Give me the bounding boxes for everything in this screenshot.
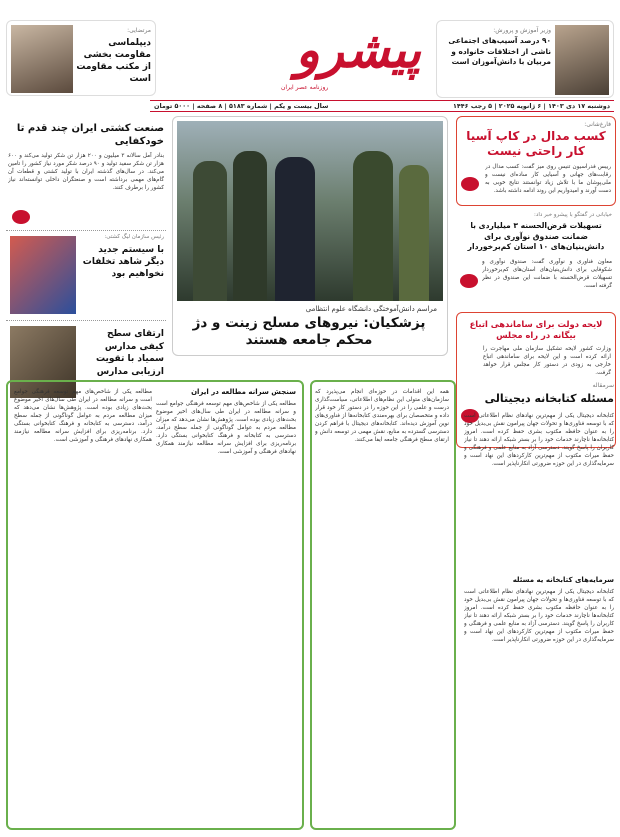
logo-text: پیشرو xyxy=(295,20,421,79)
left-story2-title: با سیستم جدید دیگر شاهد تخلفات نخواهیم بود xyxy=(82,245,164,279)
top-left-box xyxy=(6,20,156,96)
figure xyxy=(399,165,429,301)
bottom-left-kicker: سنجش سرانه مطالعه در ایران xyxy=(191,388,296,396)
bottom-right-body-cont: کتابخانه دیجیتال یکی از مهم‌ترین نهادهای نظام اطلاعاتی است که با توسعه فناوری‌ها و تحولات جهان پیرامون نقش بی‌بدیل خود را به عنوان حافظه مکتوب بشری حفظ کرده است. امروز کتابخانه‌ها ناچارند خدمات خود را بر بستر شبکه ارائه دهند تا نیاز کاربران را پاسخ گویند. دسترسی آزاد به منابع علمی و فرهنگی و حفظ میراث مکتوب از مهم‌ترین کارکردهای این نهاد است و سرمایه‌گذاری در این حوزه ضرورتی انکارناپذیر است. xyxy=(464,589,614,643)
bottom-right-title: مسئله کتابخانه دیجیتالی xyxy=(484,392,614,405)
bottom-right-kicker: سرمقاله xyxy=(592,382,614,389)
right-story3-title: لایحه دولت برای ساماندهی اتباع بیگانه در راه مجلس xyxy=(469,319,603,340)
right-story2-title: تسهیلات قرض‌الحسنه ۳ میلیاردی با ضمانت صندوق نوآوری برای دانش‌بنیان‌های ۱۰ استان کم‌برخوردار xyxy=(467,221,605,251)
left-story2-kicker: رئیس سازمان لیگ کشتی: xyxy=(104,234,164,240)
bottom-right-col xyxy=(462,380,616,830)
red-logo-badge xyxy=(461,177,479,191)
bottom-section xyxy=(6,380,616,832)
divider xyxy=(6,230,166,231)
left-story3-title: ارتقای سطح کیفی مدارس سمیاد با تقویت ارزیابی مدارس xyxy=(96,329,164,377)
left-story1-title: صنعت کشتی ایران چند قدم تا خودکفایی xyxy=(16,123,164,147)
bottom-left-col xyxy=(6,380,304,830)
bottom-middle-col xyxy=(310,380,456,830)
bottom-middle-body: همه این اقدامات در حوزه‌ای انجام می‌پذیرد که سازمان‌های متولی این نظام‌های اطلاعاتی، سیاست‌گذاری درست و علمی را در این حوزه را در دستور کار خود قرار داده و متخصصان برای بهره‌مندی کتابخانه‌ها از فناوری‌های نوین آموزش دیده‌اند. کتابخانه‌های دیجیتال با فراهم کردن دسترسی گسترده به منابع، نقش مهمی در توسعه دانش و ارتقای سطح فرهنگی جامعه ایفا می‌کنند. xyxy=(315,389,449,443)
red-logo-badge xyxy=(12,210,30,224)
left-story1-body: بنادر آمل سالانه ۳ میلیون و ۲۰۰ هزار تن شکر تولید می‌کند و ۶۰۰ هزار تن شکر سفید تولید و ۹۰ درصد شکر مورد نیاز کشور را تامین می‌کند. در سال‌های گذشته ایران با تولید کشتی و قطعات آن گام‌های مهمی برداشته است و صنعتگران داخلی توانسته‌اند نیاز کشور را برطرف کنند. xyxy=(8,153,164,191)
right-story1-kicker: فارغ‌شانی: xyxy=(584,121,611,128)
issue-date: دوشنبه ۱۷ دی ۱۴۰۳ | ۶ ژانویه ۲۰۲۵ | ۵ رجب ۱۴۴۶ xyxy=(452,102,610,110)
logo xyxy=(255,14,425,94)
right-story1-title: کسب مدال در کاپ آسیا کار راحتی نیست xyxy=(466,129,606,158)
info-bar xyxy=(150,100,614,112)
top-left-kicker: مرتضایی: xyxy=(127,27,151,34)
right-story1-body: رییس فدراسیون تنیس روی میز گفت: کسب مدال در رقابت‌های جهانی و آسیایی کار ساده‌ای نیست و ملی‌پوشان ما با تلاش زیاد توانستند نتایج خوبی به دست آورند و امیدواریم این روند ادامه داشته باشد. xyxy=(485,164,611,194)
right-story2-kicker: خیابانی در گفتگو با پیشرو خبر داد: xyxy=(534,212,612,218)
figure xyxy=(353,151,393,301)
divider xyxy=(6,320,166,321)
ceremony-photo xyxy=(177,121,443,301)
top-right-kicker: وزیر آموزش و پرورش: xyxy=(493,27,551,34)
center-story xyxy=(172,116,448,356)
top-right-box xyxy=(436,20,614,98)
right-story2 xyxy=(456,210,616,310)
top-left-title: دیپلماسی مقاومت بخشی از مکتب مقاومت است xyxy=(76,38,151,84)
masthead xyxy=(0,0,620,118)
figure xyxy=(233,151,267,301)
right-story2-body: معاون فناوری و نوآوری گفت: صندوق نوآوری و شکوفایی برای دانش‌بنیان‌های استان‌های کم‌برخوردار تسهیلات قرض‌الحسنه با ضمانت این صندوق در نظر گرفته است. xyxy=(482,259,612,289)
portrait-photo xyxy=(555,25,609,95)
issue-info: سال بیست و یکم | شماره ۵۱۸۳ | ۸ صفحه | ۵۰۰۰ تومان xyxy=(154,102,329,110)
bottom-left-body-b: مطالعه یکی از شاخص‌های مهم توسعه فرهنگی جوامع است و سرانه مطالعه در ایران طی سال‌های اخیر موضوع بحث‌های زیادی بوده است. پژوهش‌ها نشان می‌دهد که میزان مطالعه مردم به عوامل گوناگونی از جمله سطح درآمد، دسترسی به کتابخانه و فرهنگ کتابخوانی بستگی دارد. برنامه‌ریزی برای افزایش سرانه مطالعه نیازمند همکاری نهادهای فرهنگی و آموزشی است. xyxy=(14,389,152,443)
logo-subtitle: روزنامه عصر ایران xyxy=(281,84,329,91)
right-story1-box xyxy=(456,116,616,206)
figure xyxy=(193,161,227,301)
right-story3-body: وزارت کشور لایحه تشکیل سازمان ملی مهاجرت را ارائه کرده است و این لایحه برای ساماندهی اتباع خارجی به زودی در دستور کار مجلس قرار خواهد گرفت. xyxy=(483,346,611,376)
center-title: پزشکیان: نیروهای مسلح زینت و دژ محکم جامعه هستند xyxy=(192,315,426,348)
bottom-left-body-a: مطالعه یکی از شاخص‌های مهم توسعه فرهنگی جوامع است و سرانه مطالعه در ایران طی سال‌های اخیر موضوع بحث‌های زیادی بوده است. پژوهش‌ها نشان می‌دهد که میزان مطالعه مردم به عوامل گوناگونی از جمله سطح درآمد، دسترسی به کتابخانه و فرهنگ کتابخوانی بستگی دارد. برنامه‌ریزی برای افزایش سرانه مطالعه نیازمند همکاری نهادهای فرهنگی و آموزشی است. xyxy=(156,401,296,455)
red-logo-badge xyxy=(460,274,478,288)
bottom-right-body: کتابخانه دیجیتال یکی از مهم‌ترین نهادهای نظام اطلاعاتی است که با توسعه فناوری‌ها و تحولات جهان پیرامون نقش بی‌بدیل خود را به عنوان حافظه مکتوب بشری حفظ کرده است. امروز کتابخانه‌ها ناچارند خدمات خود را بر بستر شبکه ارائه دهند تا نیاز کاربران را پاسخ گویند. دسترسی آزاد به منابع علمی و فرهنگی و حفظ میراث مکتوب از مهم‌ترین کارکردهای این نهاد است و سرمایه‌گذاری در این حوزه ضرورتی انکارناپذیر است. xyxy=(464,413,614,467)
photo-caption: مراسم دانش‌آموختگی دانشگاه علوم انتظامی xyxy=(305,305,437,313)
wrestling-photo xyxy=(10,236,76,314)
top-right-title: ۹۰ درصد آسیب‌های اجتماعی ناشی از اختلافات خانواده و مربیان با دانش‌آموزان است xyxy=(448,36,551,66)
portrait-photo xyxy=(11,25,73,93)
bottom-right-subhead: سرمایه‌های کتابخانه یه مسئله xyxy=(512,576,614,584)
figure xyxy=(275,157,315,301)
